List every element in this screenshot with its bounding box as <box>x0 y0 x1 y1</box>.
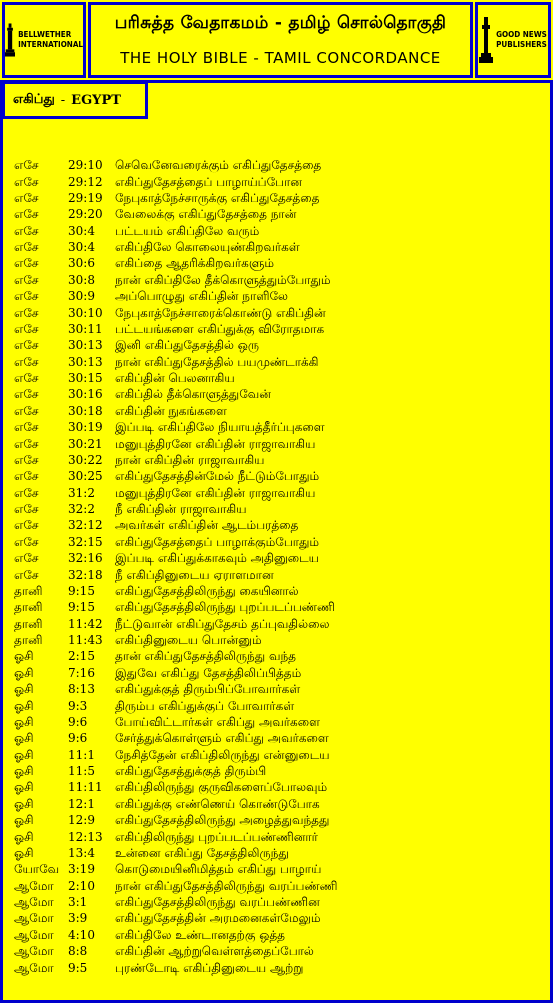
entry-book: ஓசி <box>14 731 34 746</box>
entry-text: இதுவே எகிப்து தேசத்திலிப்பித்தம் <box>115 665 302 680</box>
title-tamil: பரிசுத்த வேதாகமம் - தமிழ் சொல்தொகுதி <box>114 13 447 33</box>
entry-reference: 30:8 <box>68 272 95 287</box>
entry-reference: 32:12 <box>68 518 103 533</box>
title-box <box>88 2 473 78</box>
list-item <box>14 566 544 582</box>
entry-book: ஓசி <box>14 714 34 729</box>
entry-text: நீ எகிப்தின் ராஜாவாகிய <box>115 502 247 517</box>
entry-reference: 30:13 <box>68 338 103 353</box>
entry-reference: 30:11 <box>68 321 103 336</box>
entry-reference: 2:15 <box>68 649 95 664</box>
entry-text: எகிப்திலிருந்து புறப்படப்பண்ணினார் <box>115 829 318 844</box>
entry-book: தானி <box>14 616 43 631</box>
list-item <box>14 435 544 451</box>
lamp-figure-icon <box>5 17 15 63</box>
entry-reference: 30:10 <box>68 305 103 320</box>
entry-text: தான் எகிப்துதேசத்திலிருந்து வந்த <box>115 649 296 664</box>
entry-book: எசே <box>14 190 39 205</box>
entry-text: எகிப்தின் நுகங்களை <box>115 403 227 418</box>
entry-book: ஓசி <box>14 698 34 713</box>
entry-reference: 32:2 <box>68 502 95 517</box>
entry-reference: 30:22 <box>68 452 103 467</box>
entry-book: எசே <box>14 371 39 386</box>
list-item <box>14 845 544 861</box>
list-item <box>14 272 544 288</box>
entry-book: எசே <box>14 338 39 353</box>
entry-reference: 30:25 <box>68 469 103 484</box>
entry-text: நான் எகிப்தின் ராஜாவாகிய <box>115 452 265 467</box>
entry-text: பட்டயம் எகிப்திலே வரும் <box>115 223 260 238</box>
entry-book: ஓசி <box>14 845 34 860</box>
entry-book: ஆமோ <box>14 911 54 926</box>
list-item <box>14 501 544 517</box>
entry-text: எகிப்திலிருந்து குருவிகளைப்போலவும் <box>115 780 328 795</box>
list-item <box>14 517 544 533</box>
entry-book: எசே <box>14 518 39 533</box>
entry-book: எசே <box>14 469 39 484</box>
list-item <box>14 878 544 894</box>
entry-book: ஆமோ <box>14 944 54 959</box>
list-item <box>14 550 544 566</box>
entry-text: உன்னை எகிப்து தேசத்திலிருந்து <box>115 845 289 860</box>
entry-book: ஓசி <box>14 747 34 762</box>
entry-text: எகிப்துதேசத்திலிருந்து கையினால் <box>115 583 299 598</box>
list-item <box>14 959 544 975</box>
entry-book: தானி <box>14 600 43 615</box>
entry-reference: 29:20 <box>68 207 103 222</box>
entry-book: எசே <box>14 321 39 336</box>
entry-text: புரண்டோடி எகிப்தினுடைய ஆற்று <box>115 960 304 975</box>
entry-reference: 30:13 <box>68 354 103 369</box>
entry-text: எகிப்துக்கு எண்ணெய் கொண்டுபோக <box>115 796 320 811</box>
entry-text: எகிப்தில் தீக்கொளுத்துவேன் <box>115 387 271 402</box>
list-item <box>14 910 544 926</box>
list-item <box>14 632 544 648</box>
entry-reference: 30:15 <box>68 371 103 386</box>
list-item <box>14 599 544 615</box>
entry-text: நேபுகாத்நேச்சாருக்கு எகிப்துதேசத்தை <box>115 190 320 205</box>
entry-book: யோவே <box>14 862 60 877</box>
list-item <box>14 223 544 239</box>
list-item <box>14 828 544 844</box>
entry-text: இனி எகிப்துதேசத்தில் ஒரு <box>115 338 259 353</box>
entry-book: ஆமோ <box>14 878 54 893</box>
entry-reference: 9:6 <box>68 731 88 746</box>
entry-reference: 11:1 <box>68 747 95 762</box>
entry-text: அவர்கள் எகிப்தின் ஆடம்பரத்தை <box>115 518 299 533</box>
entry-text: எகிப்துதேசத்தைப் பாழாக்கும்போதும் <box>115 534 320 549</box>
list-item <box>14 173 544 189</box>
topic-english: EGYPT <box>71 92 121 108</box>
list-item <box>14 665 544 681</box>
list-item <box>14 321 544 337</box>
list-item <box>14 403 544 419</box>
entry-reference: 8:8 <box>68 944 88 959</box>
list-item <box>14 894 544 910</box>
entry-reference: 3:9 <box>68 911 88 926</box>
list-item <box>14 779 544 795</box>
entry-reference: 30:9 <box>68 289 95 304</box>
entry-reference: 11:11 <box>68 780 103 795</box>
entry-book: எசே <box>14 551 39 566</box>
entry-reference: 9:15 <box>68 583 95 598</box>
page-header <box>0 0 553 80</box>
list-item <box>14 288 544 304</box>
list-item <box>14 419 544 435</box>
list-item <box>14 534 544 550</box>
list-item <box>14 304 544 320</box>
entry-book: எசே <box>14 403 39 418</box>
entry-reference: 11:5 <box>68 764 95 779</box>
list-item <box>14 763 544 779</box>
list-item <box>14 796 544 812</box>
left-logo-line1: BELLWETHER <box>18 30 72 39</box>
entry-book: ஆமோ <box>14 927 54 942</box>
entry-book: ஓசி <box>14 780 34 795</box>
entry-text: இப்படி எகிப்துக்காகவும் அதினுடைய <box>115 551 319 566</box>
entry-book: ஓசி <box>14 813 34 828</box>
entry-text: சேர்த்துக்கொள்ளும் எகிப்து அவர்களை <box>115 731 329 746</box>
entry-book: ஓசி <box>14 682 34 697</box>
entry-reference: 12:9 <box>68 813 95 828</box>
entry-text: எகிப்தின் ஆற்றுவெள்ளத்தைப்போல் <box>115 944 314 959</box>
list-item <box>14 157 544 173</box>
entry-text: செவெனேவரைக்கும் எகிப்துதேசத்தை <box>115 158 322 173</box>
entry-book: எசே <box>14 256 39 271</box>
list-item <box>14 370 544 386</box>
entry-reference: 3:1 <box>68 895 88 910</box>
torch-figure-icon <box>479 17 493 63</box>
entry-book: ஆமோ <box>14 960 54 975</box>
entry-reference: 9:3 <box>68 698 88 713</box>
entry-text: மனுபுத்திரனே எகிப்தின் ராஜாவாகிய <box>115 436 316 451</box>
list-item <box>14 861 544 877</box>
good-news-logo <box>475 2 551 78</box>
entry-text: நேசித்தேன் எகிப்திலிருந்து என்னுடைய <box>115 747 330 762</box>
entry-reference: 30:19 <box>68 420 103 435</box>
entry-book: எசே <box>14 174 39 189</box>
entry-book: எசே <box>14 534 39 549</box>
entry-text: எகிப்திலே கொலையுண்கிறவர்கள் <box>115 240 300 255</box>
entry-reference: 29:12 <box>68 174 103 189</box>
entry-book: ஓசி <box>14 764 34 779</box>
entry-book: எசே <box>14 452 39 467</box>
list-item <box>14 255 544 271</box>
entry-book: ஓசி <box>14 796 34 811</box>
entry-reference: 3:19 <box>68 862 95 877</box>
entry-text: பட்டயங்களை எகிப்துக்கு விரோதமாக <box>115 321 325 336</box>
entry-text: எகிப்துதேசத்தைப் பாழாய்ப்போன <box>115 174 302 189</box>
list-item <box>14 239 544 255</box>
topic-tamil: எகிப்து <box>13 92 55 107</box>
entry-text: எகிப்துக்குத் திரும்பிப்போவார்கள் <box>115 682 301 697</box>
list-item <box>14 386 544 402</box>
entry-book: எசே <box>14 240 39 255</box>
entry-reference: 30:16 <box>68 387 103 402</box>
list-item <box>14 927 544 943</box>
entry-book: தானி <box>14 583 43 598</box>
entry-text: எகிப்துதேசத்துக்குத் திரும்பி <box>115 764 267 779</box>
entry-book: எசே <box>14 436 39 451</box>
entry-text: இப்படி எகிப்திலே நியாயத்தீர்ப்புகளை <box>115 420 325 435</box>
entry-book: ஓசி <box>14 649 34 664</box>
list-item <box>14 190 544 206</box>
entry-reference: 9:5 <box>68 960 88 975</box>
entry-text: அப்பொழுது எகிப்தின் நாளிலே <box>115 289 288 304</box>
entry-text: எகிப்திலே உண்டானதற்கு ஒத்த <box>115 927 285 942</box>
entry-text: வேலைக்கு எகிப்துதேசத்தை நான் <box>115 207 297 222</box>
list-item <box>14 452 544 468</box>
entry-text: நான் எகிப்திலே தீக்கொளுத்தும்போதும் <box>115 272 331 287</box>
entry-book: ஓசி <box>14 829 34 844</box>
entry-reference: 12:1 <box>68 796 95 811</box>
entry-text: மனுபுத்திரனே எகிப்தின் ராஜாவாகிய <box>115 485 316 500</box>
entry-book: எசே <box>14 272 39 287</box>
entry-text: எகிப்துதேசத்திலிருந்து அழைத்துவந்தது <box>115 813 330 828</box>
entry-reference: 11:43 <box>68 633 103 648</box>
entry-reference: 11:42 <box>68 616 103 631</box>
topic-separator: - <box>60 92 66 108</box>
entry-book: ஆமோ <box>14 895 54 910</box>
entry-reference: 32:16 <box>68 551 103 566</box>
concordance-list <box>14 157 544 976</box>
entry-book: எசே <box>14 354 39 369</box>
entry-book: எசே <box>14 305 39 320</box>
bellwether-logo <box>2 2 86 78</box>
list-item <box>14 648 544 664</box>
entry-reference: 29:19 <box>68 190 103 205</box>
list-item <box>14 616 544 632</box>
entry-book: எசே <box>14 420 39 435</box>
list-item <box>14 583 544 599</box>
entry-text: போய்விட்டார்கள் எகிப்து அவர்களை <box>115 714 320 729</box>
entry-text: நீ எகிப்தினுடைய ஏராளமான <box>115 567 274 582</box>
entry-reference: 7:16 <box>68 665 95 680</box>
entry-reference: 30:4 <box>68 223 95 238</box>
list-item <box>14 206 544 222</box>
entry-text: நீட்டுவான் எகிப்துதேசம் தப்புவதில்லை <box>115 616 330 631</box>
entry-text: நேபுகாத்நேச்சாரைக்கொண்டு எகிப்தின் <box>115 305 326 320</box>
list-item <box>14 747 544 763</box>
title-english: THE HOLY BIBLE - TAMIL CONCORDANCE <box>120 49 441 67</box>
list-item <box>14 943 544 959</box>
entry-text: நான் எகிப்துதேசத்தில் பயமுண்டாக்கி <box>115 354 319 369</box>
entry-book: எசே <box>14 289 39 304</box>
entry-text: எகிப்தின் பெலனாகிய <box>115 371 235 386</box>
entry-reference: 8:13 <box>68 682 95 697</box>
entry-text: எகிப்துதேசத்தின் அரமனைகள்மேலும் <box>115 911 321 926</box>
right-logo-line1: GOOD NEWS <box>496 30 547 39</box>
entry-text: எகிப்துதேசத்திலிருந்து புறப்படப்பண்ணி <box>115 600 335 615</box>
entry-reference: 12:13 <box>68 829 103 844</box>
entry-reference: 30:6 <box>68 256 95 271</box>
entry-book: தானி <box>14 633 43 648</box>
list-item <box>14 697 544 713</box>
entry-text: கொடுமையினிமித்தம் எகிப்து பாழாய் <box>115 862 322 877</box>
left-logo-line2: INTERNATIONAL <box>18 40 83 49</box>
list-item <box>14 730 544 746</box>
entry-reference: 32:15 <box>68 534 103 549</box>
entry-reference: 32:18 <box>68 567 103 582</box>
entry-text: நான் எகிப்துதேசத்திலிருந்து வரப்பண்ணி <box>115 878 338 893</box>
entry-book: எசே <box>14 207 39 222</box>
topic-heading <box>2 81 148 119</box>
entry-book: எசே <box>14 485 39 500</box>
entry-reference: 29:10 <box>68 158 103 173</box>
entry-reference: 30:21 <box>68 436 103 451</box>
list-item <box>14 337 544 353</box>
entry-reference: 31:2 <box>68 485 95 500</box>
list-item <box>14 714 544 730</box>
list-item <box>14 354 544 370</box>
entry-book: எசே <box>14 158 39 173</box>
entry-reference: 4:10 <box>68 927 95 942</box>
right-logo-line2: PUBLISHERS <box>496 40 547 49</box>
entry-reference: 13:4 <box>68 845 95 860</box>
entry-book: எசே <box>14 502 39 517</box>
entry-book: எசே <box>14 567 39 582</box>
entry-reference: 2:10 <box>68 878 95 893</box>
entry-reference: 9:6 <box>68 714 88 729</box>
entry-book: ஓசி <box>14 665 34 680</box>
list-item <box>14 681 544 697</box>
list-item <box>14 485 544 501</box>
entry-reference: 9:15 <box>68 600 95 615</box>
entry-text: எகிப்துதேசத்திலிருந்து வரப்பண்ணின <box>115 895 320 910</box>
entry-reference: 30:4 <box>68 240 95 255</box>
entry-reference: 30:18 <box>68 403 103 418</box>
entry-book: எசே <box>14 387 39 402</box>
list-item <box>14 812 544 828</box>
list-item <box>14 468 544 484</box>
entry-book: எசே <box>14 223 39 238</box>
entry-text: எகிப்தினுடைய பொன்னும் <box>115 633 262 648</box>
entry-text: எகிப்தை ஆதரிக்கிறவர்களும் <box>115 256 274 271</box>
entry-text: எகிப்துதேசத்தின்மேல் நீட்டும்போதும் <box>115 469 320 484</box>
entry-text: திரும்ப எகிப்துக்குப் போவார்கள் <box>115 698 295 713</box>
